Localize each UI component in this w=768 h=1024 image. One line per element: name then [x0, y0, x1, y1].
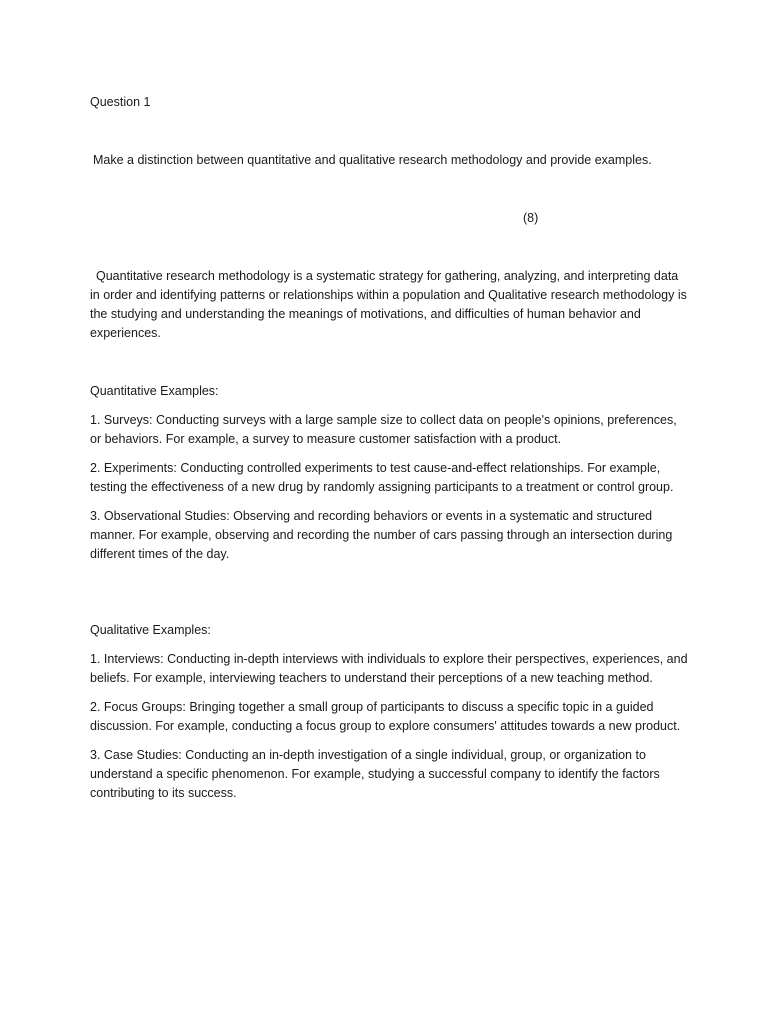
qualitative-heading: Qualitative Examples:: [90, 623, 211, 637]
qualitative-list: [90, 650, 690, 803]
question-marks: (8): [523, 211, 539, 225]
question-title: Question 1: [90, 95, 151, 109]
list-item: 2. Experiments: Conducting controlled experiments to test cause-and-effect relationships. For example, testing the effectiveness of a new drug by randomly assigning participants to a treatment or control group.: [90, 461, 674, 494]
quantitative-heading: Quantitative Examples:: [90, 384, 219, 398]
list-item: 1. Interviews: Conducting in-depth interviews with individuals to explore their perspectives, experiences, and beliefs. For example, interviewing teachers to understand their perceptions of a new teaching method.: [90, 652, 688, 685]
list-item: 3. Case Studies: Conducting an in-depth investigation of a single individual, group, or organization to understand a specific phenomenon. For example, studying a successful company to identify the factors contributing to its success.: [90, 748, 660, 800]
list-item: 3. Observational Studies: Observing and recording behaviors or events in a systematic and structured manner. For example, observing and recording the number of cars passing through an intersection during different times of the day.: [90, 509, 673, 561]
list-item: 2. Focus Groups: Bringing together a small group of participants to discuss a specific topic in a guided discussion. For example, conducting a focus group to explore consumers' attitudes towards a new product.: [90, 700, 681, 733]
answer-intro-paragraph: Quantitative research methodology is a systematic strategy for gathering, analyzing, and interpreting data in order and identifying patterns or relationships within a population and Qualitative research methodology is the studying and understanding the meanings of motivations, and difficulties of human behavior and experiences.: [90, 269, 687, 340]
quantitative-list: [90, 411, 690, 564]
list-item: 1. Surveys: Conducting surveys with a large sample size to collect data on people's opinions, preferences, or behaviors. For example, a survey to measure customer satisfaction with a product.: [90, 413, 677, 446]
question-prompt: Make a distinction between quantitative and qualitative research methodology and provide examples.: [93, 153, 652, 167]
